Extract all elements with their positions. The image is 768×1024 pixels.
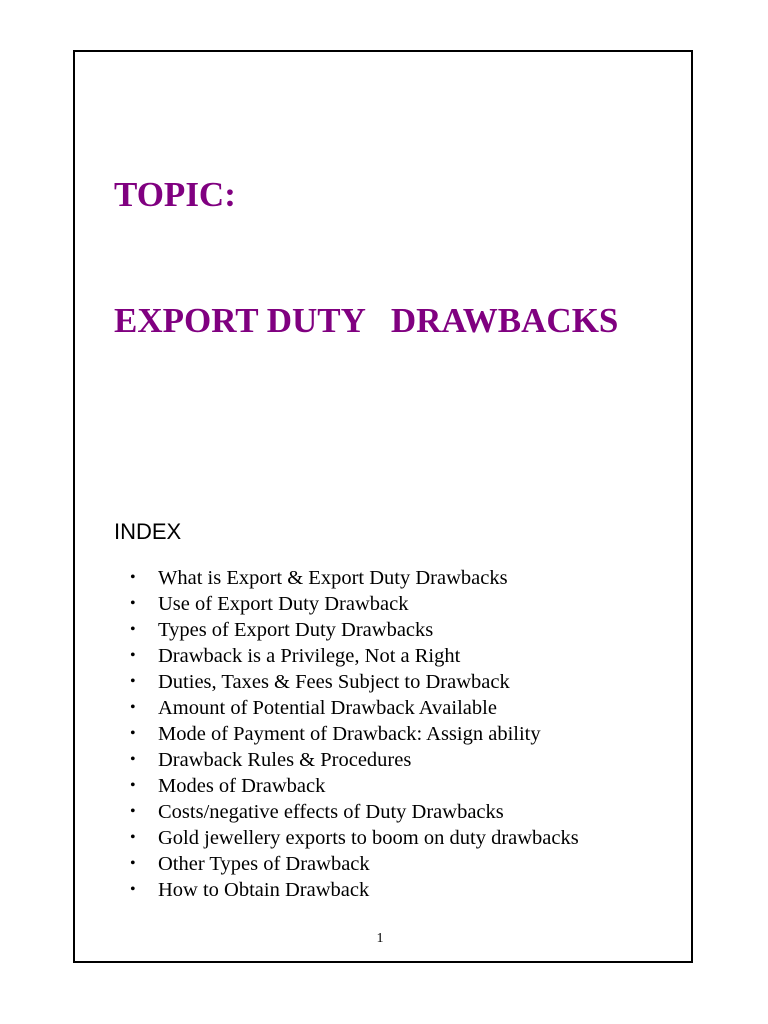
page-number: 1	[376, 931, 384, 946]
bullet-icon: •	[130, 621, 136, 638]
title-line-topic: TOPIC:	[114, 175, 236, 214]
index-item-text: What is Export & Export Duty Drawbacks	[158, 567, 508, 589]
index-item-text: Other Types of Drawback	[158, 853, 370, 875]
index-item	[130, 747, 579, 773]
index-item	[130, 799, 579, 825]
index-item-text: Types of Export Duty Drawbacks	[158, 619, 434, 641]
bullet-icon: •	[130, 725, 136, 742]
index-item	[130, 617, 579, 643]
bullet-icon: •	[130, 777, 136, 794]
index-item	[130, 721, 579, 747]
bullet-icon: •	[130, 699, 136, 716]
bullet-icon: •	[130, 595, 136, 612]
bullet-icon: •	[130, 647, 136, 664]
index-item	[130, 877, 579, 903]
bullet-icon: •	[130, 855, 136, 872]
bullet-icon: •	[130, 751, 136, 768]
index-item-text: Drawback Rules & Procedures	[158, 749, 412, 771]
index-item	[130, 773, 579, 799]
title-line-subject: EXPORT DUTY DRAWBACKS	[114, 301, 619, 340]
index-item	[130, 851, 579, 877]
index-item-text: Amount of Potential Drawback Available	[158, 697, 497, 719]
index-item-text: Costs/negative effects of Duty Drawbacks	[158, 801, 504, 823]
bullet-icon: •	[130, 881, 136, 898]
index-item-text: Mode of Payment of Drawback: Assign ability	[158, 723, 541, 745]
index-item	[130, 565, 579, 591]
bullet-icon: •	[130, 803, 136, 820]
bullet-icon: •	[130, 673, 136, 690]
index-item-text: Use of Export Duty Drawback	[158, 593, 409, 615]
bullet-icon: •	[130, 829, 136, 846]
index-item	[130, 591, 579, 617]
bullet-icon: •	[130, 569, 136, 586]
index-item	[130, 643, 579, 669]
index-item-text: Gold jewellery exports to boom on duty drawbacks	[158, 827, 579, 849]
index-heading: INDEX	[114, 519, 182, 544]
document-title	[114, 90, 618, 384]
index-item-text: Drawback is a Privilege, Not a Right	[158, 645, 461, 667]
index-item	[130, 825, 579, 851]
index-item-text: Modes of Drawback	[158, 775, 326, 797]
index-item	[130, 695, 579, 721]
index-item-text: How to Obtain Drawback	[158, 879, 370, 901]
index-item	[130, 669, 579, 695]
index-item-text: Duties, Taxes & Fees Subject to Drawback	[158, 671, 510, 693]
index-list	[130, 565, 579, 903]
